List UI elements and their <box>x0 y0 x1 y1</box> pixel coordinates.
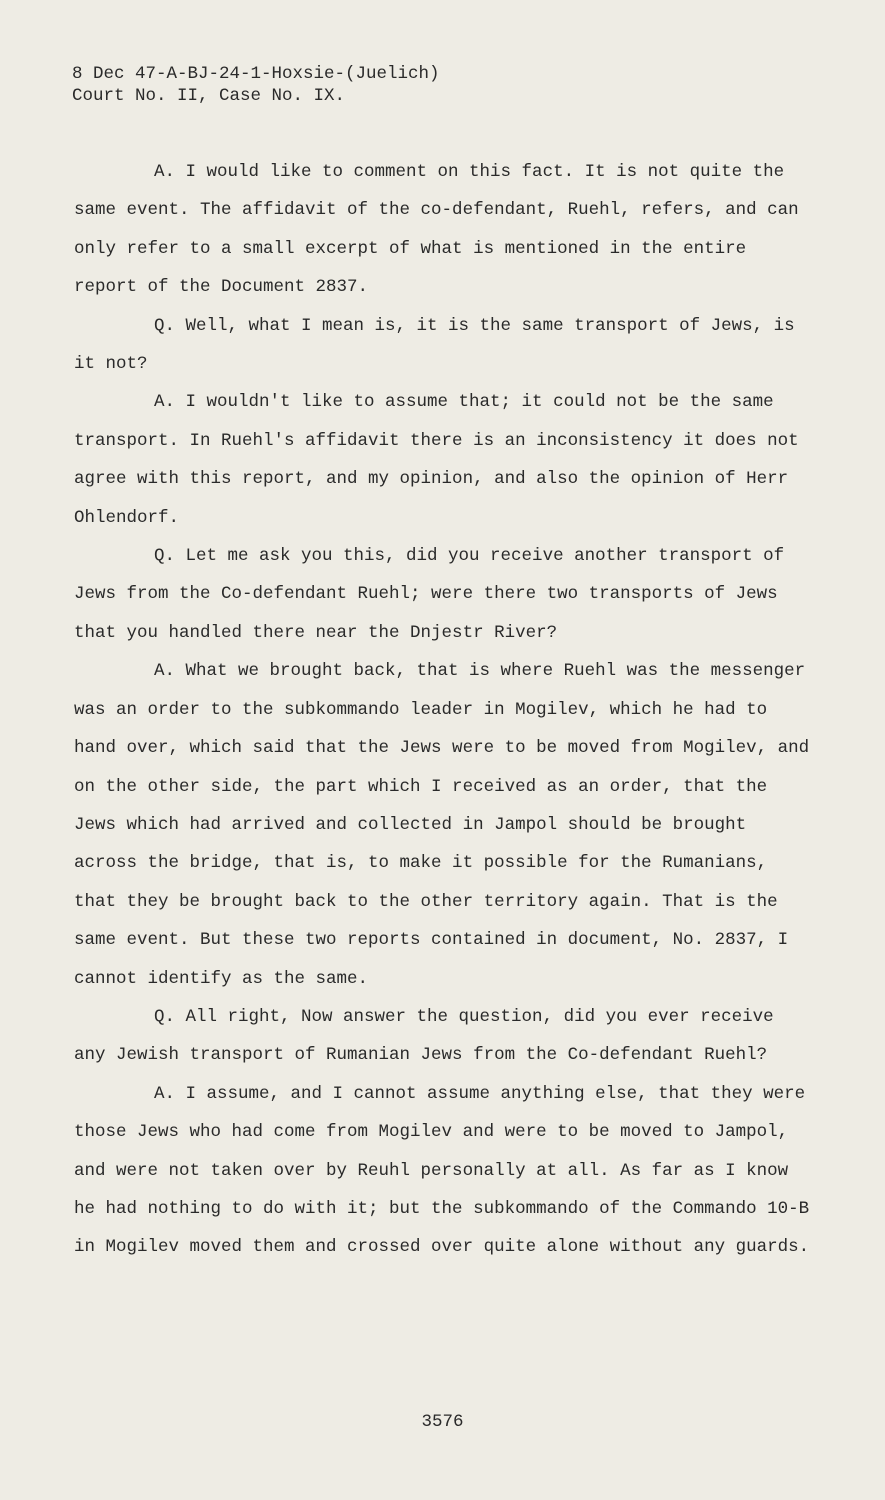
paragraph-answer-4: A. I assume, and I cannot assume anything else, that they were those Jews who had come from Mogilev and were to be moved to Jampol, and were not taken over by Reuhl personally at all. As far as I know he had nothing to do with it; but the subkommando of the Commando 10-B in Mogilev moved them and crossed over quite alone without any guards. <box>74 1083 810 1258</box>
paragraph-question-1: Q. Well, what I mean is, it is the same transport of Jews, is it not? <box>74 315 795 375</box>
document-header <box>72 63 440 107</box>
paragraph-answer-2: A. I wouldn't like to assume that; it could not be the same transport. In Ruehl's affidavit there is an inconsistency it does not agree with this report, and my opinion, and also the opinion of Herr Ohlendorf. <box>74 392 799 528</box>
paragraph-answer-3: A. What we brought back, that is where Ruehl was the messenger was an order to the subkommando leader in Mogilev, which he had to hand over, which said that the Jews were to be moved from Mogilev, and on the other side, the part which I received as an order, that the Jews which had arrived and collected in Jampol should be brought across the bridge, that is, to make it possible for the Rumanians, that they be brought back to the other territory again. That is the same event. But these two reports contained in document, No. 2837, I cannot identify as the same. <box>74 661 810 989</box>
paragraph-question-3: Q. All right, Now answer the question, did you ever receive any Jewish transport of Rumanian Jews from the Co-defendant Ruehl? <box>74 1006 774 1066</box>
paragraph-question-2: Q. Let me ask you this, did you receive another transport of Jews from the Co-defendant Ruehl; were there two transports of Jews that you handled there near the Dnjestr River? <box>74 546 785 643</box>
transcript-body <box>74 153 814 1267</box>
paragraph-answer-1: A. I would like to comment on this fact. It is not quite the same event. The affidavit of the co-defendant, Ruehl, refers, and can only refer to a small excerpt of what is mentioned in the entire report of the Document 2837. <box>74 162 799 298</box>
header-line-court-case: Court No. II, Case No. IX. <box>72 86 346 106</box>
page-number: 3576 <box>421 1412 464 1432</box>
header-line-date-ref: 8 Dec 47-A-BJ-24-1-Hoxsie-(Juelich) <box>72 64 440 84</box>
